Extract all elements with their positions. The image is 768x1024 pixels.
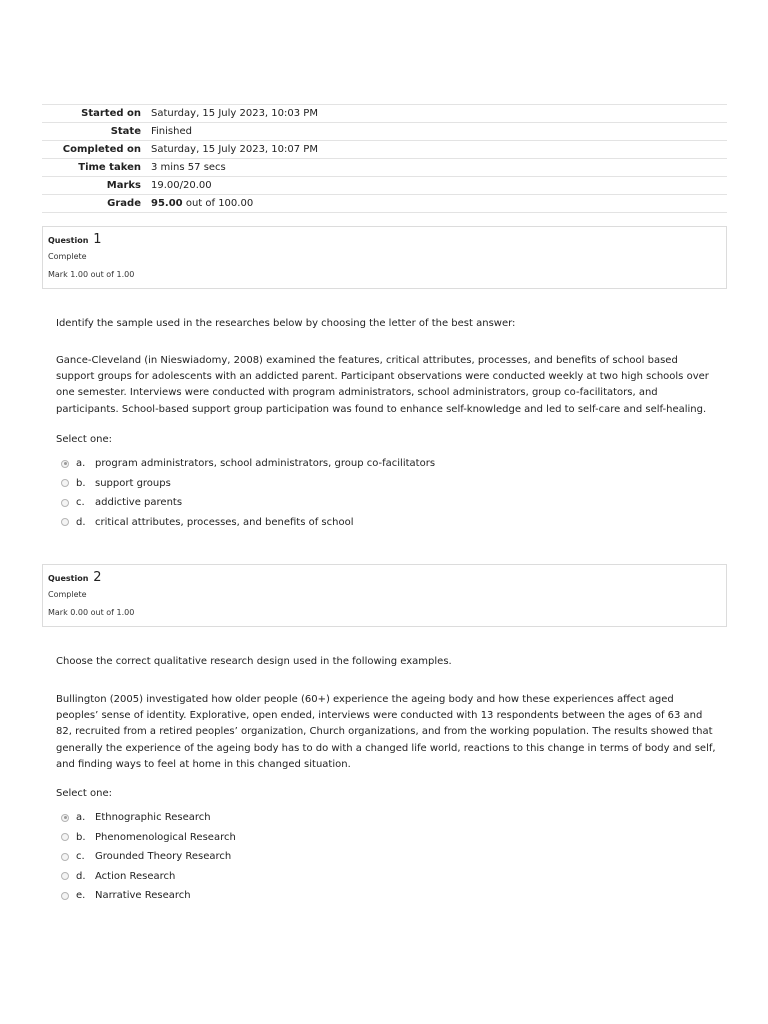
answer-option[interactable] — [61, 808, 236, 828]
answer-text: support groups — [95, 477, 171, 489]
answer-option[interactable] — [61, 454, 435, 474]
answer-letter: c. — [76, 851, 85, 863]
summary-label: Time taken — [78, 162, 141, 173]
grade-score: 95.00 — [151, 198, 183, 209]
answer-option[interactable] — [61, 847, 236, 867]
summary-value: 3 mins 57 secs — [151, 162, 226, 173]
summary-label: Started on — [81, 108, 141, 119]
answer-letter: a. — [76, 812, 86, 824]
attempt-summary-table — [42, 104, 727, 213]
answer-text: Phenomenological Research — [95, 831, 236, 843]
answer-option[interactable] — [61, 474, 435, 494]
answer-letter: d. — [76, 870, 86, 882]
summary-value: Saturday, 15 July 2023, 10:07 PM — [151, 144, 318, 155]
radio-button[interactable] — [61, 479, 69, 487]
summary-value: Finished — [151, 126, 192, 137]
answer-letter: a. — [76, 458, 86, 470]
answer-option[interactable] — [61, 513, 435, 533]
question-1-select-label: Select one: — [56, 434, 113, 445]
summary-label: Completed on — [62, 144, 141, 155]
question-2-text: Bullington (2005) investigated how older people (60+) experience the ageing body and how these experiences affect aged peoples’ sense of identity. Explorative, open ended, interviews were conducted with 13 respondents between the ages of 63 and 82, recruited from a retired peoples’ organization, Church organizations, and from the working population. The results showed that generally the experience of the ageing body has to do with a changed life world, reactions to this change in terms of body and self, and finding ways to feel at home in this changed situation. — [56, 694, 716, 770]
summary-row-time-taken — [42, 159, 727, 177]
answer-letter: b. — [76, 831, 86, 843]
summary-row-completed — [42, 141, 727, 159]
question-number — [48, 570, 102, 585]
radio-button[interactable] — [61, 518, 69, 526]
summary-value — [151, 195, 727, 213]
summary-value: Saturday, 15 July 2023, 10:03 PM — [151, 108, 318, 119]
summary-value: 19.00/20.00 — [151, 180, 212, 191]
question-2-select-label: Select one: — [56, 788, 113, 799]
radio-button[interactable] — [61, 872, 69, 880]
question-label: Question — [48, 236, 89, 245]
radio-button[interactable] — [61, 499, 69, 507]
summary-label: State — [110, 126, 141, 137]
answer-text: Narrative Research — [95, 890, 191, 902]
answer-option[interactable] — [61, 886, 236, 906]
question-number-value: 2 — [93, 570, 102, 585]
question-number-value: 1 — [93, 232, 102, 247]
question-1-prompt: Identify the sample used in the researches below by choosing the letter of the best answer: — [56, 318, 516, 329]
question-1-answers — [61, 454, 435, 532]
question-1-text: Gance-Cleveland (in Nieswiadomy, 2008) examined the features, critical attributes, processes, and benefits of school based support groups for adolescents with an addicted parent. Participant observations were conducted weekly at two high schools over one semester. Interviews were conducted with program administrators, school administrators, group co-facilitators, and participants. School-based support group participation was found to enhance self-knowledge and led to self-care and self-healing. — [56, 355, 709, 415]
question-2-prompt: Choose the correct qualitative research design used in the following examples. — [56, 656, 452, 667]
question-mark: Mark 0.00 out of 1.00 — [48, 608, 135, 617]
summary-row-marks — [42, 177, 727, 195]
radio-button[interactable] — [61, 833, 69, 841]
radio-button[interactable] — [61, 853, 69, 861]
question-2-info — [42, 564, 727, 627]
radio-button-checked[interactable] — [61, 814, 69, 822]
answer-letter: d. — [76, 516, 86, 528]
question-2-answers — [61, 808, 236, 906]
question-number — [48, 232, 102, 247]
answer-text: Action Research — [95, 870, 176, 882]
question-state: Complete — [48, 252, 87, 261]
question-mark: Mark 1.00 out of 1.00 — [48, 270, 135, 279]
question-state: Complete — [48, 590, 87, 599]
answer-option[interactable] — [61, 828, 236, 848]
answer-text: Ethnographic Research — [95, 812, 211, 824]
question-label: Question — [48, 574, 89, 583]
grade-suffix: out of 100.00 — [182, 198, 254, 209]
answer-letter: e. — [76, 890, 86, 902]
answer-text: critical attributes, processes, and benefits of school — [95, 516, 354, 528]
answer-text: program administrators, school administrators, group co-facilitators — [95, 458, 436, 470]
answer-text: addictive parents — [95, 497, 183, 509]
answer-letter: b. — [76, 477, 86, 489]
answer-option[interactable] — [61, 867, 236, 887]
summary-row-state — [42, 123, 727, 141]
answer-letter: c. — [76, 497, 85, 509]
summary-row-started — [42, 105, 727, 123]
radio-button[interactable] — [61, 892, 69, 900]
answer-option[interactable] — [61, 493, 435, 513]
summary-row-grade — [42, 195, 727, 213]
summary-label: Grade — [107, 198, 141, 209]
question-1-info — [42, 226, 727, 289]
answer-text: Grounded Theory Research — [95, 851, 232, 863]
summary-label: Marks — [106, 180, 141, 191]
radio-button-checked[interactable] — [61, 460, 69, 468]
